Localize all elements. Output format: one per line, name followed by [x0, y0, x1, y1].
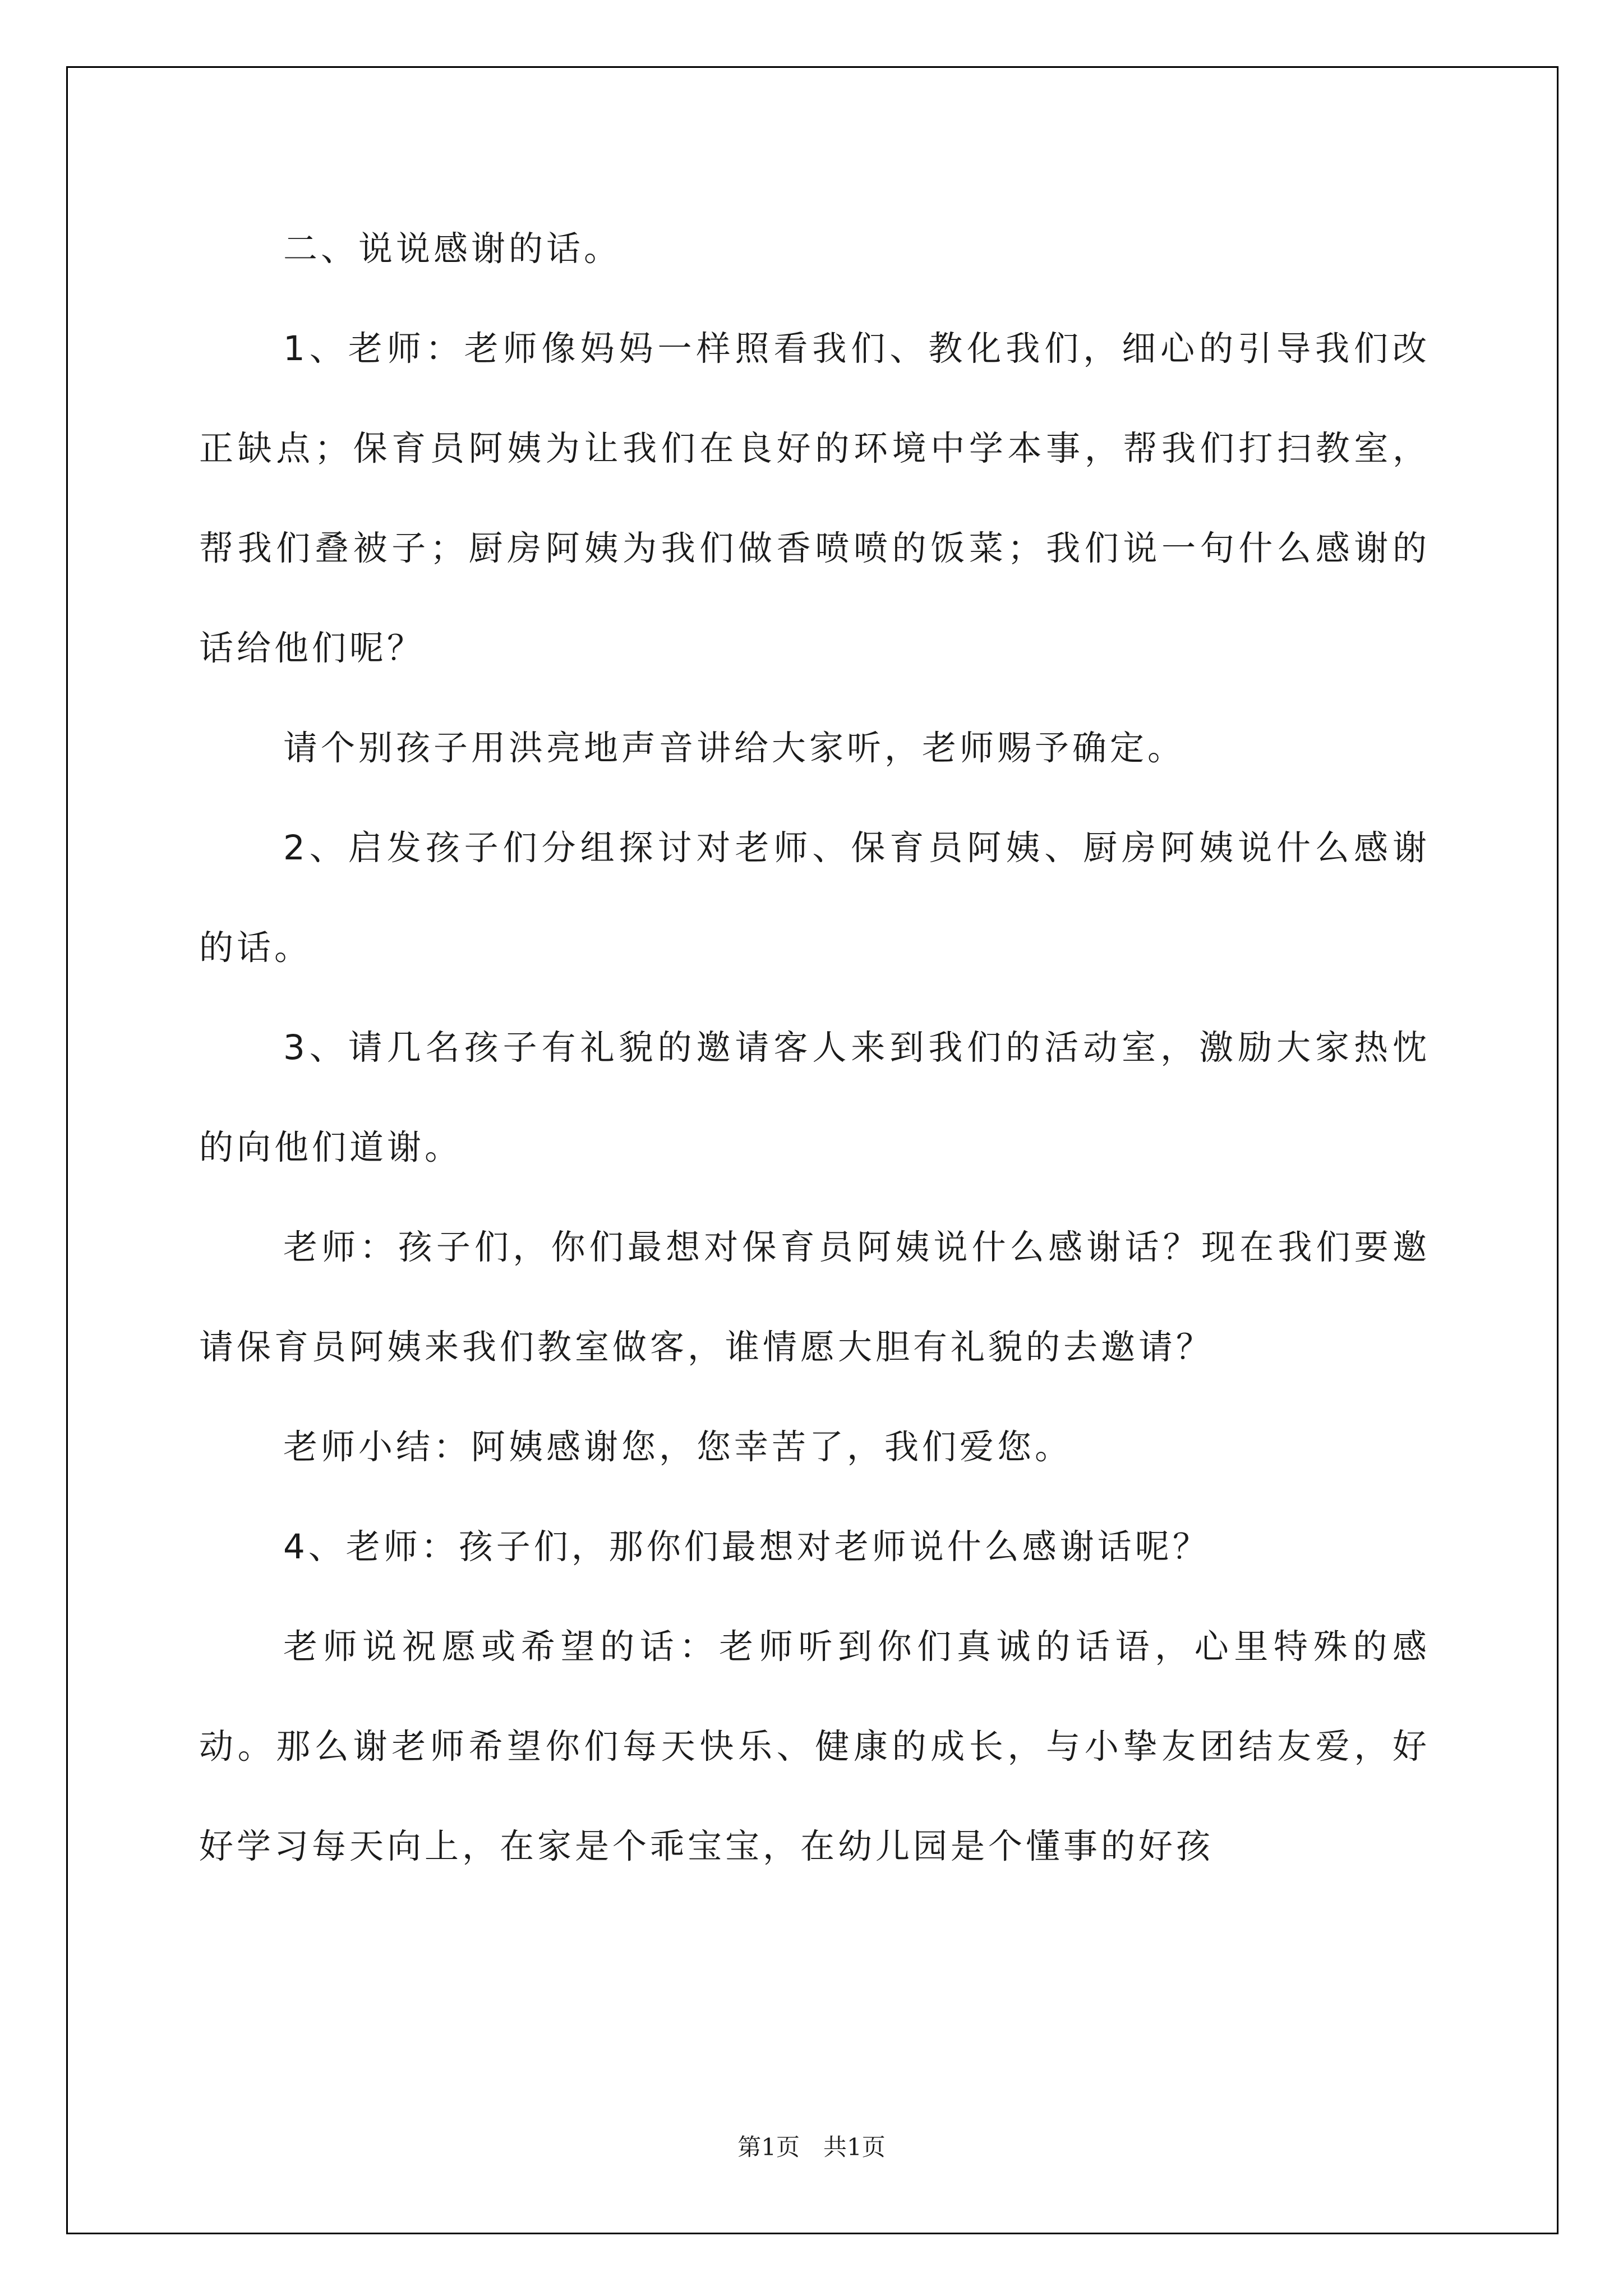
document-body	[199, 199, 1430, 1897]
paragraph-7: 4、老师：孩子们，那你们最想对老师说什么感谢话呢？	[283, 1527, 1210, 1567]
paragraph-8: 老师说祝愿或希望的话：老师听到你们真诚的话语，心里特殊的感动。那么谢老师希望你们每天快乐、健康的成长，与小挚友团结友爱，好好学习每天向上，在家是个乖宝宝，在幼儿园是个懂事的好孩	[199, 1627, 1430, 1866]
paragraph-6: 老师小结：阿姨感谢您，您幸苦了，我们爱您。	[283, 1427, 1073, 1467]
paragraph-2: 请个别孩子用洪亮地声音讲给大家听，老师赐予确定。	[283, 728, 1186, 768]
page-number-footer: 第1页 共1页	[737, 2133, 886, 2161]
paragraph-5: 老师：孩子们，你们最想对保育员阿姨说什么感谢话？现在我们要邀请保育员阿姨来我们教室做客，谁情愿大胆有礼貌的去邀请？	[199, 1227, 1430, 1367]
paragraph-3: 2、启发孩子们分组探讨对老师、保育员阿姨、厨房阿姨说什么感谢的话。	[199, 828, 1430, 968]
paragraph-1: 1、老师：老师像妈妈一样照看我们、教化我们，细心的引导我们改正缺点；保育员阿姨为让我们在良好的环境中学本事，帮我们打扫教室，帮我们叠被子；厨房阿姨为我们做香喷喷的饭菜；我们说一句什么感谢的话给他们呢？	[199, 329, 1430, 668]
paragraph-4: 3、请几名孩子有礼貌的邀请客人来到我们的活动室，激励大家热忱的向他们道谢。	[199, 1028, 1430, 1167]
paragraph-section-heading: 二、说说感谢的话。	[283, 229, 622, 269]
